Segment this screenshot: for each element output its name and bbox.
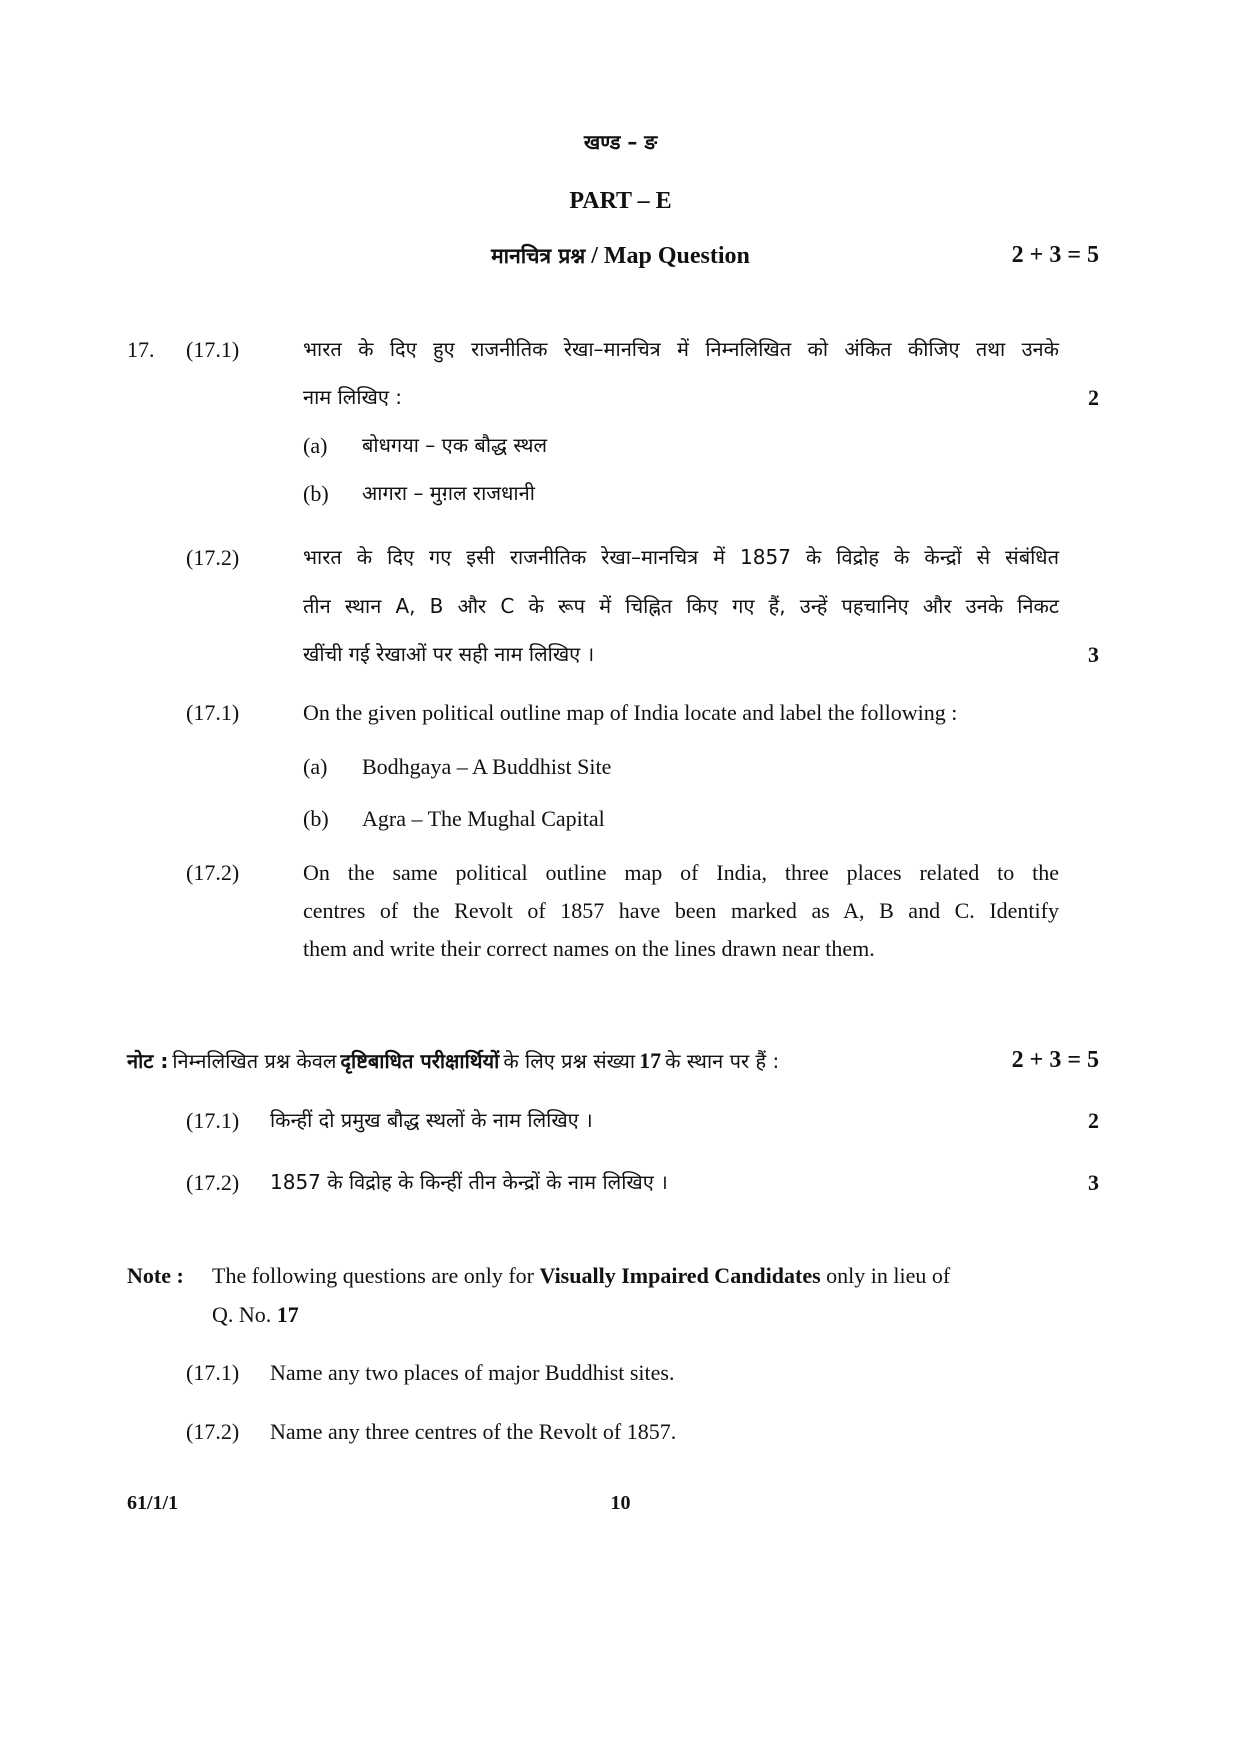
subquestion-label: (17.1) [186, 337, 240, 362]
note-label: नोट : [127, 1049, 169, 1073]
question-text-line: centres of the Revolt of 1857 have been marked as A, B and C. Identify [303, 898, 1059, 923]
question-text-line: नाम लिखिए : [303, 385, 403, 409]
note-hindi [127, 1047, 779, 1074]
question-text-line: Name any three centres of the Revolt of 1857. [270, 1419, 677, 1444]
subquestion-label: (17.2) [186, 1170, 240, 1195]
note-english-line [212, 1263, 950, 1289]
question-text-line: भारत के दिए गए इसी राजनीतिक रेखा–मानचित्र में 1857 के विद्रोह के केन्द्रों से संबंधित [303, 545, 1059, 569]
subquestion-label: (17.1) [186, 700, 240, 725]
question-text-line: On the same political outline map of India, three places related to the [303, 860, 1059, 885]
question-text-line: किन्हीं दो प्रमुख बौद्ध स्थलों के नाम लिखिए । [270, 1108, 593, 1132]
total-marks: 2 + 3 = 5 [1011, 242, 1099, 268]
option-text: Bodhgaya – A Buddhist Site [362, 754, 612, 779]
note-text: के स्थान पर हैं : [665, 1049, 780, 1073]
subquestion-label: (17.2) [186, 860, 240, 885]
note-emphasis: Visually Impaired Candidates [539, 1263, 821, 1288]
subquestion-label: (17.1) [186, 1360, 240, 1385]
question-number: 17. [127, 337, 155, 362]
option-text: बोधगया – एक बौद्ध स्थल [362, 433, 548, 457]
note-text: Q. No. [212, 1302, 272, 1327]
map-title-hindi: मानचित्र प्रश्न [491, 244, 586, 268]
subquestion-label: (17.2) [186, 545, 240, 570]
marks-value: 3 [1088, 642, 1099, 667]
question-text-line: खींची गई रेखाओं पर सही नाम लिखिए । [303, 642, 595, 666]
note-emphasis: दृष्टिबाधित परीक्षार्थियों [340, 1049, 500, 1073]
marks-value: 2 [1088, 385, 1099, 410]
page-number: 10 [610, 1492, 631, 1514]
map-title-english: Map Question [603, 243, 750, 269]
option-text: Agra – The Mughal Capital [362, 806, 605, 831]
note-question-number: 17 [276, 1302, 299, 1327]
option-text: आगरा – मुग़ल राजधानी [362, 481, 535, 505]
note-text: के लिए प्रश्न संख्या [503, 1049, 636, 1073]
option-label: (a) [303, 433, 328, 458]
question-text-line: 1857 के विद्रोह के किन्हीं तीन केन्द्रों के नाम लिखिए । [270, 1170, 668, 1194]
marks-value: 2 [1088, 1108, 1099, 1133]
question-text-line: भारत के दिए हुए राजनीतिक रेखा–मानचित्र में निम्नलिखित को अंकित कीजिए तथा उनके [303, 337, 1059, 361]
subquestion-label: (17.1) [186, 1108, 240, 1133]
note-question-number: 17 [639, 1048, 662, 1073]
question-text-line: On the given political outline map of India locate and label the following : [303, 700, 958, 725]
marks-value: 3 [1088, 1170, 1099, 1195]
map-title-separator: / [585, 243, 604, 269]
part-title: PART – E [569, 188, 672, 214]
subquestion-label: (17.2) [186, 1419, 240, 1444]
note-label: Note : [127, 1263, 184, 1288]
question-text-line: them and write their correct names on the lines drawn near them. [303, 936, 875, 961]
note-text: only in lieu of [826, 1263, 951, 1288]
option-label: (a) [303, 754, 328, 779]
option-label: (b) [303, 481, 329, 506]
note-text: The following questions are only for [212, 1263, 534, 1288]
question-text-line: तीन स्थान A, B और C के रूप में चिह्नित किए गए हैं, उन्हें पहचानिए और उनके निकट [303, 594, 1059, 618]
question-text-line: Name any two places of major Buddhist sites. [270, 1360, 675, 1385]
section-title-hindi: खण्ड – ङ [583, 130, 658, 154]
note-total-marks: 2 + 3 = 5 [1011, 1047, 1099, 1073]
note-english-line [212, 1302, 299, 1328]
note-text: निम्नलिखित प्रश्न केवल [172, 1049, 337, 1073]
paper-code: 61/1/1 [127, 1492, 179, 1514]
option-label: (b) [303, 806, 329, 831]
